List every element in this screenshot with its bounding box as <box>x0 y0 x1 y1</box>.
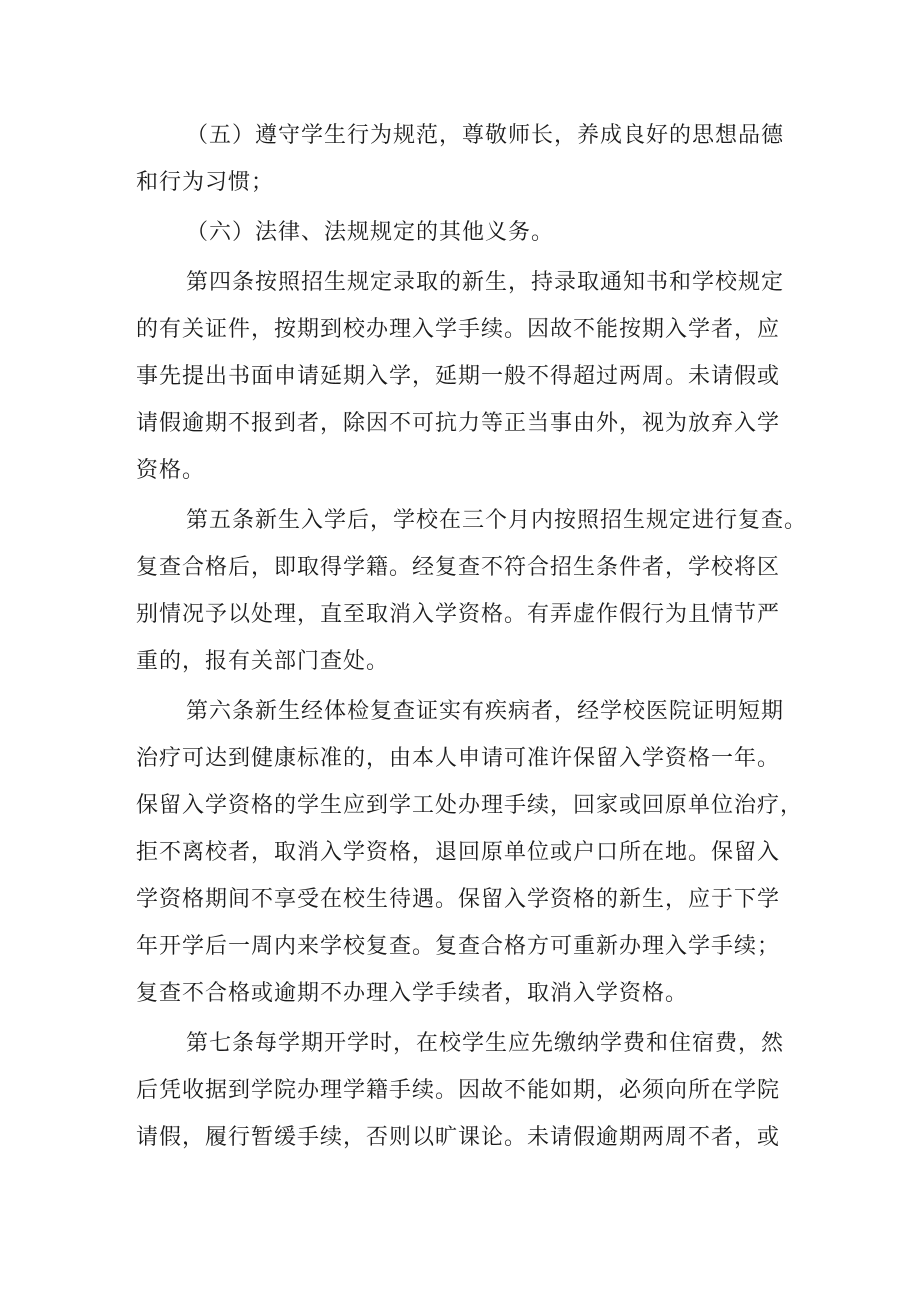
paragraph-article-7 <box>136 1020 796 1161</box>
text-line: 请假逾期不报到者，除因不可抗力等正当事由外，视为放弃入学 <box>136 411 781 436</box>
text-line: 学资格期间不享受在校生待遇。保留入学资格的新生，应于下学 <box>136 887 781 912</box>
document-body <box>136 112 808 1161</box>
text-line: （五）遵守学生行为规范，尊敬师长，养成良好的思想品德 <box>186 123 785 148</box>
text-line: 拒不离校者，取消入学资格，退回原单位或户口所在地。保留入 <box>136 840 781 865</box>
paragraph-article-5 <box>136 497 808 685</box>
paragraph-article-4 <box>136 259 796 494</box>
text-line: 重的，报有关部门查处。 <box>136 649 390 674</box>
text-line: 第六条新生经体检复查证实有疾病者，经学校医院证明短期 <box>186 699 785 724</box>
text-line: 和行为习惯； <box>136 170 275 195</box>
text-line: （六）法律、法规规定的其他义务。 <box>186 220 555 245</box>
text-line: 复查不合格或逾期不办理入学手续者，取消入学资格。 <box>136 981 689 1006</box>
paragraph-item-5 <box>136 112 796 206</box>
text-line: 复查合格后，即取得学籍。经复查不符合招生条件者，学校将区 <box>136 555 781 580</box>
text-line: 事先提出书面申请延期入学，延期一般不得超过两周。未请假或 <box>136 364 781 389</box>
text-line: 的有关证件，按期到校办理入学手续。因故不能按期入学者，应 <box>136 317 781 342</box>
text-line: 别情况予以处理，直至取消入学资格。有弄虚作假行为且情节严 <box>136 602 781 627</box>
text-line: 治疗可达到健康标准的，由本人申请可准许保留入学资格一年。 <box>136 746 781 771</box>
text-line: 第七条每学期开学时，在校学生应先缴纳学费和住宿费，然 <box>186 1031 785 1056</box>
text-line: 第五条新生入学后，学校在三个月内按照招生规定进行复查。 <box>186 508 808 533</box>
text-line: 保留入学资格的学生应到学工处办理手续，回家或回原单位治疗， <box>136 793 804 818</box>
text-line: 年开学后一周内来学校复查。复查合格方可重新办理入学手续； <box>136 934 781 959</box>
paragraph-article-6 <box>136 688 804 1017</box>
text-line: 请假，履行暂缓手续，否则以旷课论。未请假逾期两周不者，或 <box>136 1125 781 1150</box>
text-line: 第四条按照招生规定录取的新生，持录取通知书和学校规定 <box>186 270 785 295</box>
text-line: 资格。 <box>136 458 206 483</box>
text-line: 后凭收据到学院办理学籍手续。因故不能如期，必须向所在学院 <box>136 1078 781 1103</box>
paragraph-item-6 <box>136 209 796 256</box>
